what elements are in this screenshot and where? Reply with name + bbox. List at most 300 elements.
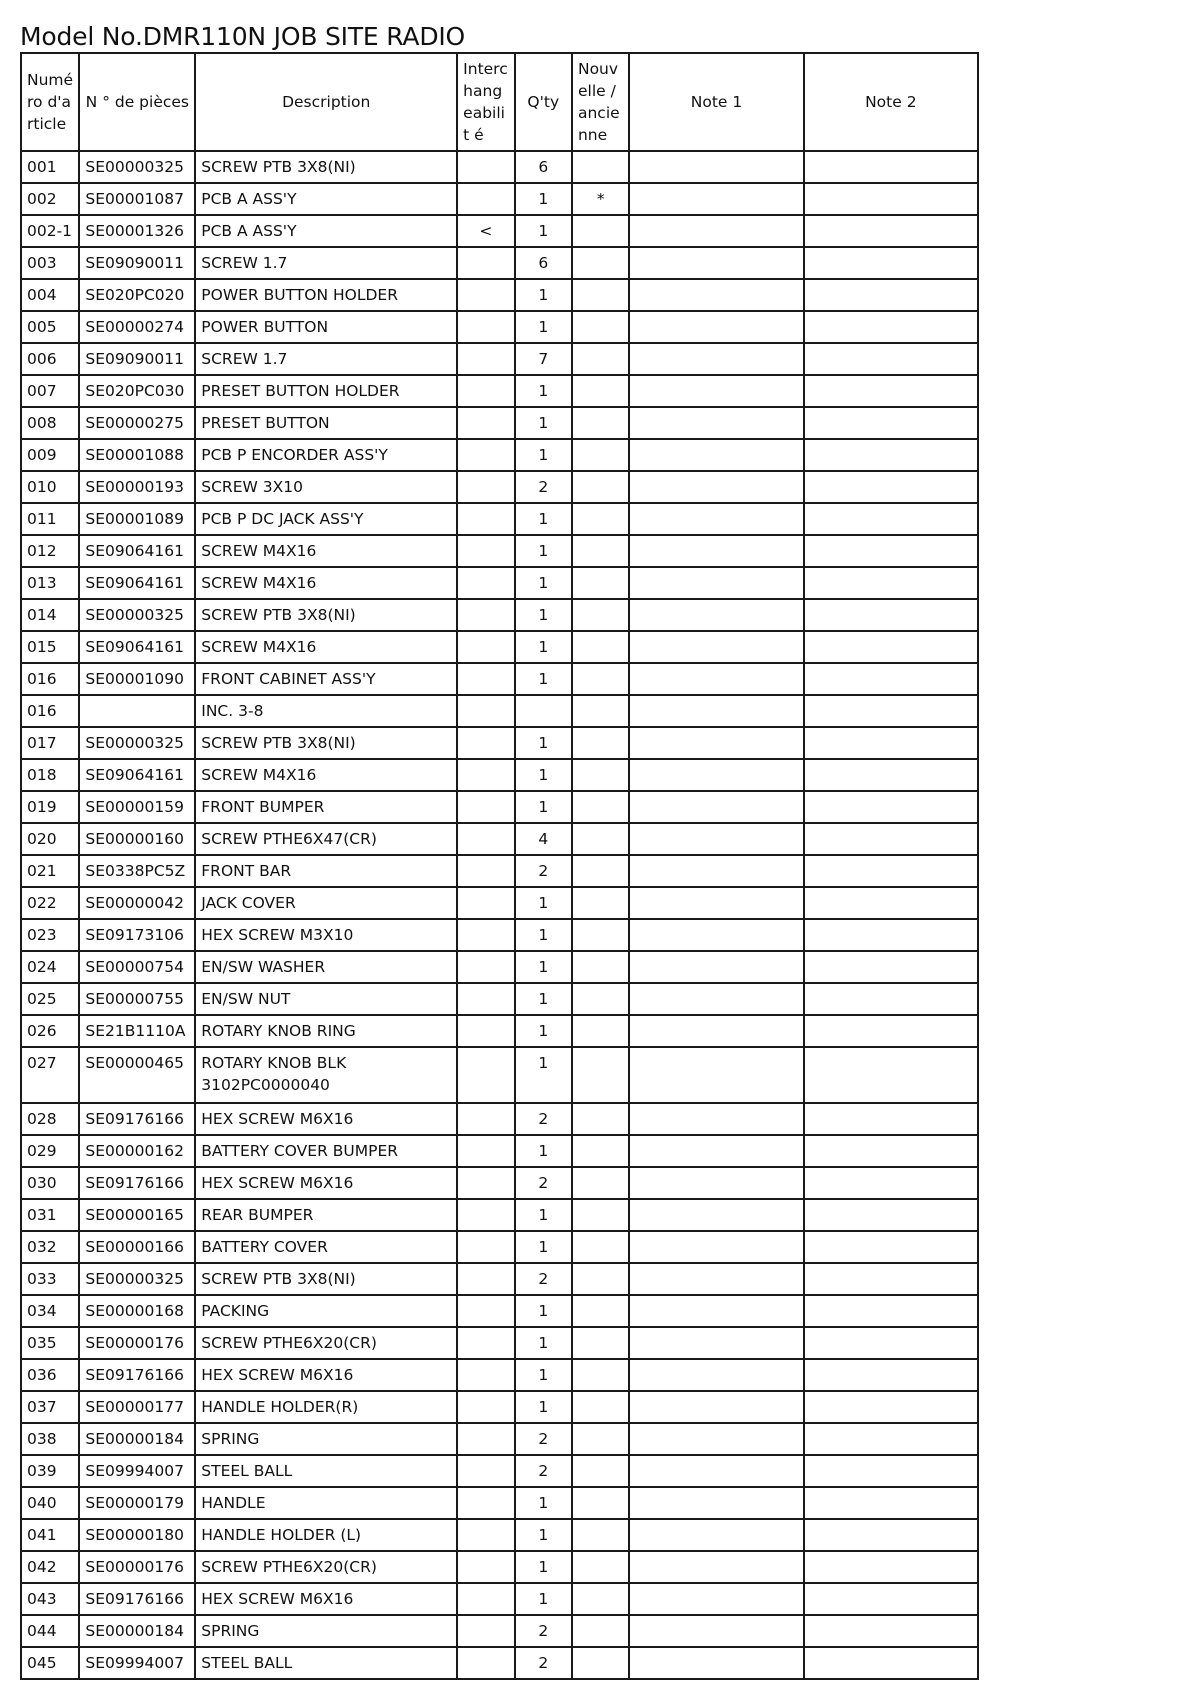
cell-note-1 xyxy=(629,567,803,599)
cell-description: PRESET BUTTON xyxy=(195,407,457,439)
cell-description: ROTARY KNOB BLK 3102PC0000040 xyxy=(195,1047,457,1103)
cell-qty: 1 xyxy=(515,1391,572,1423)
cell-item-no: 038 xyxy=(21,1423,79,1455)
cell-note-1 xyxy=(629,1167,803,1199)
cell-description: PCB A ASS'Y xyxy=(195,215,457,247)
cell-item-no: 025 xyxy=(21,983,79,1015)
cell-new-old xyxy=(572,439,629,471)
cell-part-no: SE00000465 xyxy=(79,1047,195,1103)
cell-new-old xyxy=(572,1455,629,1487)
cell-description: SCREW M4X16 xyxy=(195,631,457,663)
cell-note-2 xyxy=(804,343,978,375)
cell-part-no: SE00000275 xyxy=(79,407,195,439)
cell-qty: 1 xyxy=(515,1231,572,1263)
cell-qty: 6 xyxy=(515,247,572,279)
cell-item-no: 002 xyxy=(21,183,79,215)
cell-note-1 xyxy=(629,407,803,439)
cell-note-2 xyxy=(804,215,978,247)
cell-description: HANDLE HOLDER (L) xyxy=(195,1519,457,1551)
table-row xyxy=(21,1551,978,1583)
table-row xyxy=(21,1327,978,1359)
cell-description: PACKING xyxy=(195,1295,457,1327)
table-row xyxy=(21,1047,978,1103)
cell-item-no: 003 xyxy=(21,247,79,279)
cell-note-2 xyxy=(804,471,978,503)
cell-qty: 2 xyxy=(515,1615,572,1647)
cell-qty: 1 xyxy=(515,663,572,695)
cell-item-no: 001 xyxy=(21,151,79,183)
cell-note-1 xyxy=(629,663,803,695)
cell-item-no: 023 xyxy=(21,919,79,951)
cell-part-no: SE00000042 xyxy=(79,887,195,919)
cell-qty: 1 xyxy=(515,599,572,631)
cell-qty: 1 xyxy=(515,791,572,823)
cell-qty: 1 xyxy=(515,1047,572,1103)
cell-note-2 xyxy=(804,1423,978,1455)
cell-new-old xyxy=(572,823,629,855)
cell-description: BATTERY COVER BUMPER xyxy=(195,1135,457,1167)
cell-note-1 xyxy=(629,919,803,951)
cell-interchangeability xyxy=(457,1167,514,1199)
cell-note-2 xyxy=(804,1647,978,1679)
cell-qty: 2 xyxy=(515,1455,572,1487)
cell-item-no: 006 xyxy=(21,343,79,375)
cell-qty: 1 xyxy=(515,375,572,407)
table-row xyxy=(21,1015,978,1047)
cell-note-1 xyxy=(629,471,803,503)
cell-new-old xyxy=(572,247,629,279)
cell-interchangeability xyxy=(457,247,514,279)
cell-qty: 6 xyxy=(515,151,572,183)
header-qty: Q'ty xyxy=(515,53,572,151)
cell-part-no: SE00000159 xyxy=(79,791,195,823)
cell-description: STEEL BALL xyxy=(195,1455,457,1487)
cell-new-old xyxy=(572,1551,629,1583)
cell-interchangeability xyxy=(457,855,514,887)
table-row xyxy=(21,1103,978,1135)
table-row xyxy=(21,439,978,471)
cell-interchangeability xyxy=(457,311,514,343)
cell-item-no: 037 xyxy=(21,1391,79,1423)
table-row xyxy=(21,759,978,791)
cell-part-no: SE09176166 xyxy=(79,1167,195,1199)
cell-description: POWER BUTTON HOLDER xyxy=(195,279,457,311)
cell-description: SCREW PTB 3X8(NI) xyxy=(195,1263,457,1295)
cell-qty: 1 xyxy=(515,1135,572,1167)
document-title: Model No.DMR110N JOB SITE RADIO xyxy=(20,22,466,51)
cell-new-old xyxy=(572,535,629,567)
cell-new-old xyxy=(572,599,629,631)
cell-part-no: SE00000165 xyxy=(79,1199,195,1231)
cell-note-2 xyxy=(804,1167,978,1199)
cell-interchangeability xyxy=(457,1135,514,1167)
cell-note-2 xyxy=(804,599,978,631)
cell-note-2 xyxy=(804,1551,978,1583)
cell-new-old xyxy=(572,727,629,759)
cell-note-2 xyxy=(804,791,978,823)
cell-interchangeability xyxy=(457,1327,514,1359)
cell-item-no: 041 xyxy=(21,1519,79,1551)
cell-qty: 2 xyxy=(515,1103,572,1135)
cell-description: HANDLE HOLDER(R) xyxy=(195,1391,457,1423)
cell-part-no: SE00000193 xyxy=(79,471,195,503)
cell-item-no: 016 xyxy=(21,695,79,727)
cell-item-no: 010 xyxy=(21,471,79,503)
cell-interchangeability xyxy=(457,1263,514,1295)
cell-note-2 xyxy=(804,1047,978,1103)
cell-note-2 xyxy=(804,759,978,791)
cell-interchangeability xyxy=(457,951,514,983)
table-row xyxy=(21,1519,978,1551)
cell-description: SPRING xyxy=(195,1615,457,1647)
cell-note-1 xyxy=(629,343,803,375)
cell-description: HEX SCREW M6X16 xyxy=(195,1583,457,1615)
cell-new-old xyxy=(572,1015,629,1047)
cell-part-no: SE0338PC5Z xyxy=(79,855,195,887)
cell-item-no: 028 xyxy=(21,1103,79,1135)
cell-item-no: 021 xyxy=(21,855,79,887)
cell-part-no: SE00000180 xyxy=(79,1519,195,1551)
table-row xyxy=(21,567,978,599)
cell-note-1 xyxy=(629,1423,803,1455)
cell-note-2 xyxy=(804,1199,978,1231)
cell-interchangeability xyxy=(457,439,514,471)
cell-interchangeability xyxy=(457,1423,514,1455)
cell-item-no: 027 xyxy=(21,1047,79,1103)
cell-note-2 xyxy=(804,1263,978,1295)
cell-description: FRONT CABINET ASS'Y xyxy=(195,663,457,695)
table-row xyxy=(21,1231,978,1263)
cell-interchangeability xyxy=(457,375,514,407)
cell-description: SCREW M4X16 xyxy=(195,535,457,567)
cell-item-no: 029 xyxy=(21,1135,79,1167)
table-row xyxy=(21,1487,978,1519)
cell-part-no: SE00000325 xyxy=(79,727,195,759)
cell-interchangeability xyxy=(457,919,514,951)
cell-new-old xyxy=(572,695,629,727)
cell-part-no: SE00001089 xyxy=(79,503,195,535)
cell-item-no: 016 xyxy=(21,663,79,695)
cell-description: BATTERY COVER xyxy=(195,1231,457,1263)
cell-new-old xyxy=(572,311,629,343)
cell-part-no: SE00000325 xyxy=(79,599,195,631)
table-row xyxy=(21,983,978,1015)
table-row xyxy=(21,471,978,503)
cell-note-1 xyxy=(629,887,803,919)
cell-description: FRONT BAR xyxy=(195,855,457,887)
cell-interchangeability xyxy=(457,1047,514,1103)
cell-qty: 2 xyxy=(515,1167,572,1199)
cell-qty: 1 xyxy=(515,1015,572,1047)
cell-part-no: SE00000184 xyxy=(79,1423,195,1455)
cell-note-1 xyxy=(629,791,803,823)
cell-interchangeability xyxy=(457,1583,514,1615)
table-row xyxy=(21,855,978,887)
cell-interchangeability xyxy=(457,407,514,439)
cell-new-old xyxy=(572,1423,629,1455)
cell-description: REAR BUMPER xyxy=(195,1199,457,1231)
cell-part-no: SE00001088 xyxy=(79,439,195,471)
cell-item-no: 012 xyxy=(21,535,79,567)
header-part-no: N ° de pièces xyxy=(79,53,195,151)
cell-part-no: SE00000755 xyxy=(79,983,195,1015)
cell-part-no: SE09064161 xyxy=(79,759,195,791)
cell-new-old xyxy=(572,951,629,983)
cell-qty: 1 xyxy=(515,887,572,919)
cell-description: SCREW M4X16 xyxy=(195,759,457,791)
cell-part-no: SE00000176 xyxy=(79,1551,195,1583)
table-row xyxy=(21,1135,978,1167)
cell-new-old xyxy=(572,343,629,375)
cell-interchangeability xyxy=(457,535,514,567)
cell-description: PCB P DC JACK ASS'Y xyxy=(195,503,457,535)
table-row xyxy=(21,343,978,375)
cell-note-1 xyxy=(629,183,803,215)
cell-interchangeability xyxy=(457,1519,514,1551)
cell-note-1 xyxy=(629,1519,803,1551)
cell-item-no: 020 xyxy=(21,823,79,855)
cell-part-no: SE09176166 xyxy=(79,1583,195,1615)
cell-description: EN/SW WASHER xyxy=(195,951,457,983)
cell-part-no: SE00000166 xyxy=(79,1231,195,1263)
cell-interchangeability xyxy=(457,887,514,919)
cell-part-no: SE00000168 xyxy=(79,1295,195,1327)
cell-description: SCREW M4X16 xyxy=(195,567,457,599)
cell-new-old xyxy=(572,1583,629,1615)
cell-note-2 xyxy=(804,919,978,951)
cell-note-2 xyxy=(804,727,978,759)
table-header-row xyxy=(21,53,978,151)
cell-note-2 xyxy=(804,1103,978,1135)
cell-note-1 xyxy=(629,151,803,183)
cell-note-2 xyxy=(804,855,978,887)
cell-note-1 xyxy=(629,695,803,727)
cell-description: INC. 3-8 xyxy=(195,695,457,727)
cell-item-no: 045 xyxy=(21,1647,79,1679)
cell-description: SCREW PTHE6X20(CR) xyxy=(195,1551,457,1583)
cell-item-no: 044 xyxy=(21,1615,79,1647)
cell-part-no: SE09064161 xyxy=(79,567,195,599)
cell-note-2 xyxy=(804,1359,978,1391)
cell-part-no: SE00001087 xyxy=(79,183,195,215)
cell-part-no: SE00000274 xyxy=(79,311,195,343)
cell-new-old xyxy=(572,663,629,695)
cell-interchangeability xyxy=(457,1359,514,1391)
cell-new-old xyxy=(572,407,629,439)
cell-note-2 xyxy=(804,983,978,1015)
cell-note-2 xyxy=(804,1391,978,1423)
cell-description: SCREW PTB 3X8(NI) xyxy=(195,727,457,759)
cell-interchangeability: < xyxy=(457,215,514,247)
cell-new-old xyxy=(572,215,629,247)
table-row xyxy=(21,279,978,311)
cell-interchangeability xyxy=(457,663,514,695)
cell-new-old xyxy=(572,1263,629,1295)
header-note-2: Note 2 xyxy=(804,53,978,151)
cell-item-no: 013 xyxy=(21,567,79,599)
header-note-1: Note 1 xyxy=(629,53,803,151)
cell-item-no: 009 xyxy=(21,439,79,471)
table-row xyxy=(21,247,978,279)
cell-interchangeability xyxy=(457,1455,514,1487)
cell-note-1 xyxy=(629,1263,803,1295)
cell-new-old xyxy=(572,1135,629,1167)
cell-interchangeability xyxy=(457,343,514,375)
cell-interchangeability xyxy=(457,1647,514,1679)
table-row xyxy=(21,1455,978,1487)
cell-qty: 1 xyxy=(515,407,572,439)
cell-interchangeability xyxy=(457,791,514,823)
cell-note-1 xyxy=(629,1359,803,1391)
cell-item-no: 019 xyxy=(21,791,79,823)
cell-item-no: 014 xyxy=(21,599,79,631)
cell-new-old xyxy=(572,1327,629,1359)
cell-description: SCREW PTB 3X8(NI) xyxy=(195,599,457,631)
cell-note-2 xyxy=(804,823,978,855)
cell-note-1 xyxy=(629,215,803,247)
cell-note-2 xyxy=(804,535,978,567)
cell-note-2 xyxy=(804,407,978,439)
cell-description: SCREW PTHE6X47(CR) xyxy=(195,823,457,855)
cell-item-no: 026 xyxy=(21,1015,79,1047)
cell-description: EN/SW NUT xyxy=(195,983,457,1015)
cell-description: SCREW 3X10 xyxy=(195,471,457,503)
table-row xyxy=(21,1391,978,1423)
cell-qty: 1 xyxy=(515,1583,572,1615)
cell-new-old xyxy=(572,279,629,311)
table-row xyxy=(21,1199,978,1231)
cell-note-2 xyxy=(804,1615,978,1647)
cell-description: SCREW PTB 3X8(NI) xyxy=(195,151,457,183)
cell-note-1 xyxy=(629,503,803,535)
parts-table xyxy=(20,52,979,1680)
cell-new-old xyxy=(572,887,629,919)
cell-qty: 2 xyxy=(515,1647,572,1679)
cell-interchangeability xyxy=(457,1391,514,1423)
cell-new-old xyxy=(572,1231,629,1263)
cell-item-no: 007 xyxy=(21,375,79,407)
cell-note-1 xyxy=(629,279,803,311)
table-row xyxy=(21,599,978,631)
cell-interchangeability xyxy=(457,1615,514,1647)
cell-note-2 xyxy=(804,951,978,983)
cell-part-no: SE09064161 xyxy=(79,631,195,663)
table-row xyxy=(21,919,978,951)
cell-new-old xyxy=(572,503,629,535)
cell-part-no: SE09090011 xyxy=(79,247,195,279)
cell-note-1 xyxy=(629,951,803,983)
cell-part-no: SE00000325 xyxy=(79,1263,195,1295)
cell-item-no: 017 xyxy=(21,727,79,759)
cell-new-old xyxy=(572,919,629,951)
cell-qty: 1 xyxy=(515,503,572,535)
cell-part-no: SE09090011 xyxy=(79,343,195,375)
cell-new-old xyxy=(572,855,629,887)
cell-note-1 xyxy=(629,823,803,855)
cell-new-old xyxy=(572,471,629,503)
table-row xyxy=(21,663,978,695)
table-row xyxy=(21,375,978,407)
cell-qty: 1 xyxy=(515,183,572,215)
cell-item-no: 039 xyxy=(21,1455,79,1487)
cell-note-2 xyxy=(804,1327,978,1359)
cell-interchangeability xyxy=(457,151,514,183)
cell-note-1 xyxy=(629,727,803,759)
cell-qty: 1 xyxy=(515,1327,572,1359)
cell-qty: 1 xyxy=(515,727,572,759)
table-row xyxy=(21,535,978,567)
cell-qty: 2 xyxy=(515,1263,572,1295)
cell-qty: 1 xyxy=(515,1199,572,1231)
cell-note-1 xyxy=(629,983,803,1015)
cell-qty: 1 xyxy=(515,215,572,247)
cell-note-1 xyxy=(629,1551,803,1583)
table-row xyxy=(21,1423,978,1455)
cell-interchangeability xyxy=(457,1199,514,1231)
cell-item-no: 035 xyxy=(21,1327,79,1359)
table-row xyxy=(21,311,978,343)
cell-qty: 1 xyxy=(515,631,572,663)
cell-part-no: SE00000179 xyxy=(79,1487,195,1519)
cell-note-2 xyxy=(804,1455,978,1487)
cell-interchangeability xyxy=(457,631,514,663)
cell-part-no: SE00000160 xyxy=(79,823,195,855)
cell-note-1 xyxy=(629,311,803,343)
cell-note-2 xyxy=(804,1135,978,1167)
header-item-no: Numé ro d'a rticle xyxy=(21,53,79,151)
cell-qty: 1 xyxy=(515,951,572,983)
cell-note-1 xyxy=(629,1487,803,1519)
cell-qty: 1 xyxy=(515,1551,572,1583)
cell-note-1 xyxy=(629,1015,803,1047)
cell-note-2 xyxy=(804,695,978,727)
cell-note-1 xyxy=(629,1295,803,1327)
table-row xyxy=(21,727,978,759)
cell-note-2 xyxy=(804,1015,978,1047)
cell-note-2 xyxy=(804,311,978,343)
cell-description: PRESET BUTTON HOLDER xyxy=(195,375,457,407)
cell-part-no: SE09064161 xyxy=(79,535,195,567)
cell-note-1 xyxy=(629,599,803,631)
cell-part-no: SE020PC020 xyxy=(79,279,195,311)
cell-note-1 xyxy=(629,375,803,407)
cell-note-1 xyxy=(629,759,803,791)
cell-description: HEX SCREW M6X16 xyxy=(195,1103,457,1135)
cell-item-no: 015 xyxy=(21,631,79,663)
cell-note-1 xyxy=(629,855,803,887)
cell-part-no: SE00000176 xyxy=(79,1327,195,1359)
cell-description: SPRING xyxy=(195,1423,457,1455)
cell-item-no: 008 xyxy=(21,407,79,439)
cell-interchangeability xyxy=(457,183,514,215)
cell-note-1 xyxy=(629,439,803,471)
cell-note-2 xyxy=(804,1487,978,1519)
table-row xyxy=(21,791,978,823)
cell-note-1 xyxy=(629,1647,803,1679)
cell-note-1 xyxy=(629,1047,803,1103)
cell-new-old xyxy=(572,1359,629,1391)
table-row xyxy=(21,1263,978,1295)
cell-note-2 xyxy=(804,1231,978,1263)
cell-description: ROTARY KNOB RING xyxy=(195,1015,457,1047)
cell-note-1 xyxy=(629,1583,803,1615)
cell-description: HEX SCREW M6X16 xyxy=(195,1359,457,1391)
cell-note-2 xyxy=(804,887,978,919)
cell-interchangeability xyxy=(457,1015,514,1047)
cell-part-no: SE00000325 xyxy=(79,151,195,183)
cell-note-2 xyxy=(804,1295,978,1327)
cell-note-1 xyxy=(629,1231,803,1263)
